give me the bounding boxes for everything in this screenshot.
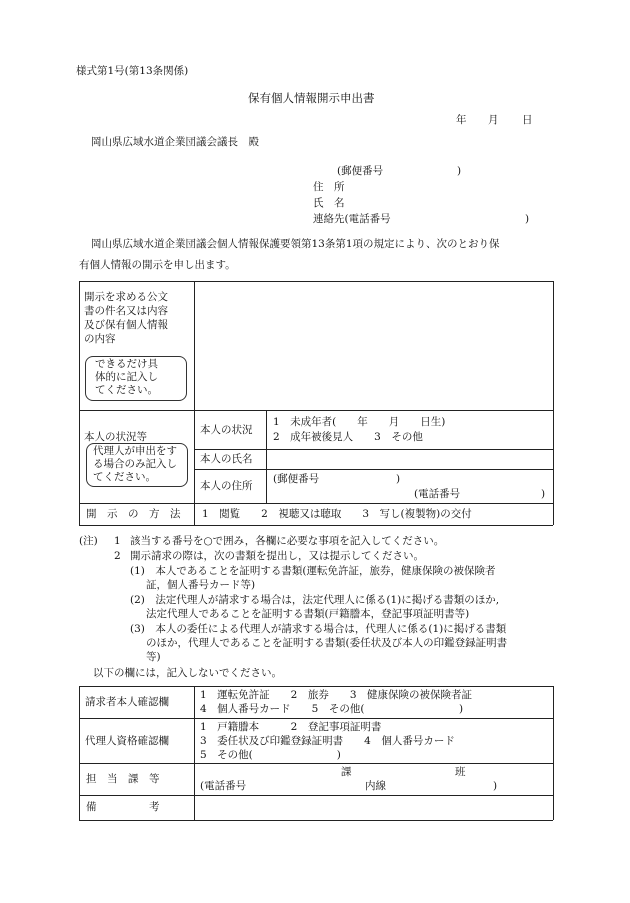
self-status-line-2[interactable]: 2 成年被後見人 3 その他: [273, 431, 423, 443]
staff-phone: (電話番号: [200, 780, 247, 792]
staff-close: ): [493, 780, 498, 792]
agent-check-line-3: 5 その他( ): [200, 749, 341, 761]
note-2-3a: (3) 本人の委任による代理人が請求する場合は，代理人に係る(1)に掲げる書類: [130, 623, 507, 635]
self-status-label: 本人の状況: [200, 424, 253, 436]
doc-note-line-3: てください。: [95, 384, 158, 396]
note-2: 開示請求の際は，次の書類を提出し，又は提示してください。: [130, 550, 424, 562]
doc-label-line-3: 及び保有個人情報: [84, 319, 168, 331]
method-label: 開 示 の 方 法: [86, 508, 181, 520]
self-name-label: 本人の氏名: [200, 453, 253, 465]
staff-ext: 内線: [365, 780, 386, 792]
date-year: 年: [456, 114, 467, 126]
self-phone-label: (電話番号: [414, 488, 461, 500]
self-postal-label: (郵便番号: [273, 473, 320, 485]
applicant-address-label: 住 所: [313, 181, 345, 193]
status-note-line-2: る場合のみ記入し: [93, 458, 177, 470]
agent-check-line-2: 3 委任状及び印鑑登録証明書 4 個人番号カード: [200, 735, 455, 747]
applicant-postal-close: ): [457, 165, 462, 177]
applicant-name-label: 氏 名: [313, 197, 345, 209]
addressee: 岡山県広域水道企業団議会議長 殿: [91, 136, 259, 148]
self-postal-close: ): [396, 473, 401, 485]
date-day: 日: [522, 114, 533, 126]
notes-label: (注): [79, 535, 98, 547]
staff-label: 担 当 課 等: [86, 773, 160, 785]
status-note-line-1: 代理人が申出をす: [93, 445, 177, 457]
note-2-1a: (1) 本人であることを証明する書類(運転免許証，旅券，健康保険の被保険者: [130, 565, 496, 577]
agent-check-line-1: 1 戸籍謄本 2 登記事項証明書: [200, 721, 382, 733]
note-2-3b: のほか，代理人であることを証明する書類(委任状及び本人の印鑑登録証明書: [146, 637, 508, 649]
id-check-line-1: 1 運転免許証 2 旅券 3 健康保険の被保険者証: [200, 689, 473, 701]
self-address-label: 本人の住所: [200, 480, 253, 492]
doc-content-field[interactable]: [200, 290, 548, 404]
doc-label-line-2: 書の件名又は内容: [84, 305, 168, 317]
note-2-1b: 証，個人番号カード等): [146, 579, 256, 591]
note-2-2a: (2) 法定代理人が請求する場合は，法定代理人に係る(1)に掲げる書類のほか,: [130, 594, 500, 606]
note-2-3c: 等): [146, 651, 161, 663]
intro-line-1: 岡山県広域水道企業団議会個人情報保護要領第13条第1項の規定により、次のとおり保: [91, 238, 500, 250]
staff-ka: 課: [341, 766, 352, 778]
self-name-field[interactable]: [270, 451, 548, 467]
note-2-2b: 法定代理人であることを証明する書類(戸籍謄本，登記事項証明書等): [146, 608, 470, 620]
agent-check-label: 代理人資格確認欄: [85, 735, 169, 747]
intro-line-2: 有個人情報の開示を申し出ます。: [79, 259, 236, 271]
method-options[interactable]: 1 閲覧 2 視聴又は聴取 3 写し(複製物)の交付: [202, 508, 472, 520]
self-phone-close: ): [541, 488, 546, 500]
form-number: 様式第1号(第13条関係): [76, 65, 189, 77]
page-title: 保有個人情報開示申出書: [248, 91, 375, 105]
doc-note-line-1: できるだけ具: [95, 358, 158, 370]
applicant-contact-close: ): [525, 213, 530, 225]
date-month: 月: [488, 114, 499, 126]
note-1: 該当する番号を○で囲み，各欄に必要な事項を記入してください。: [130, 535, 445, 547]
doc-note-line-2: 体的に記入し: [95, 371, 158, 383]
status-label: 本人の状況等: [84, 431, 147, 443]
status-note-line-3: てください。: [93, 471, 156, 483]
remarks-label: 備 考: [86, 801, 160, 813]
id-check-line-2: 4 個人番号カード 5 その他( ): [200, 703, 464, 715]
doc-label-line-1: 開示を求める公文: [84, 291, 168, 303]
staff-han: 班: [455, 766, 466, 778]
note-2-number: 2: [114, 550, 121, 562]
office-note: 以下の欄には，記入しないでください。: [93, 667, 282, 679]
self-status-line-1[interactable]: 1 未成年者( 年 月 日生): [273, 416, 446, 428]
id-check-label: 請求者本人確認欄: [85, 696, 169, 708]
doc-label-line-4: の内容: [84, 333, 116, 345]
note-1-number: 1: [114, 535, 121, 547]
applicant-contact-label: 連絡先(電話番号: [313, 213, 391, 225]
applicant-postal-label: (郵便番号: [337, 165, 384, 177]
